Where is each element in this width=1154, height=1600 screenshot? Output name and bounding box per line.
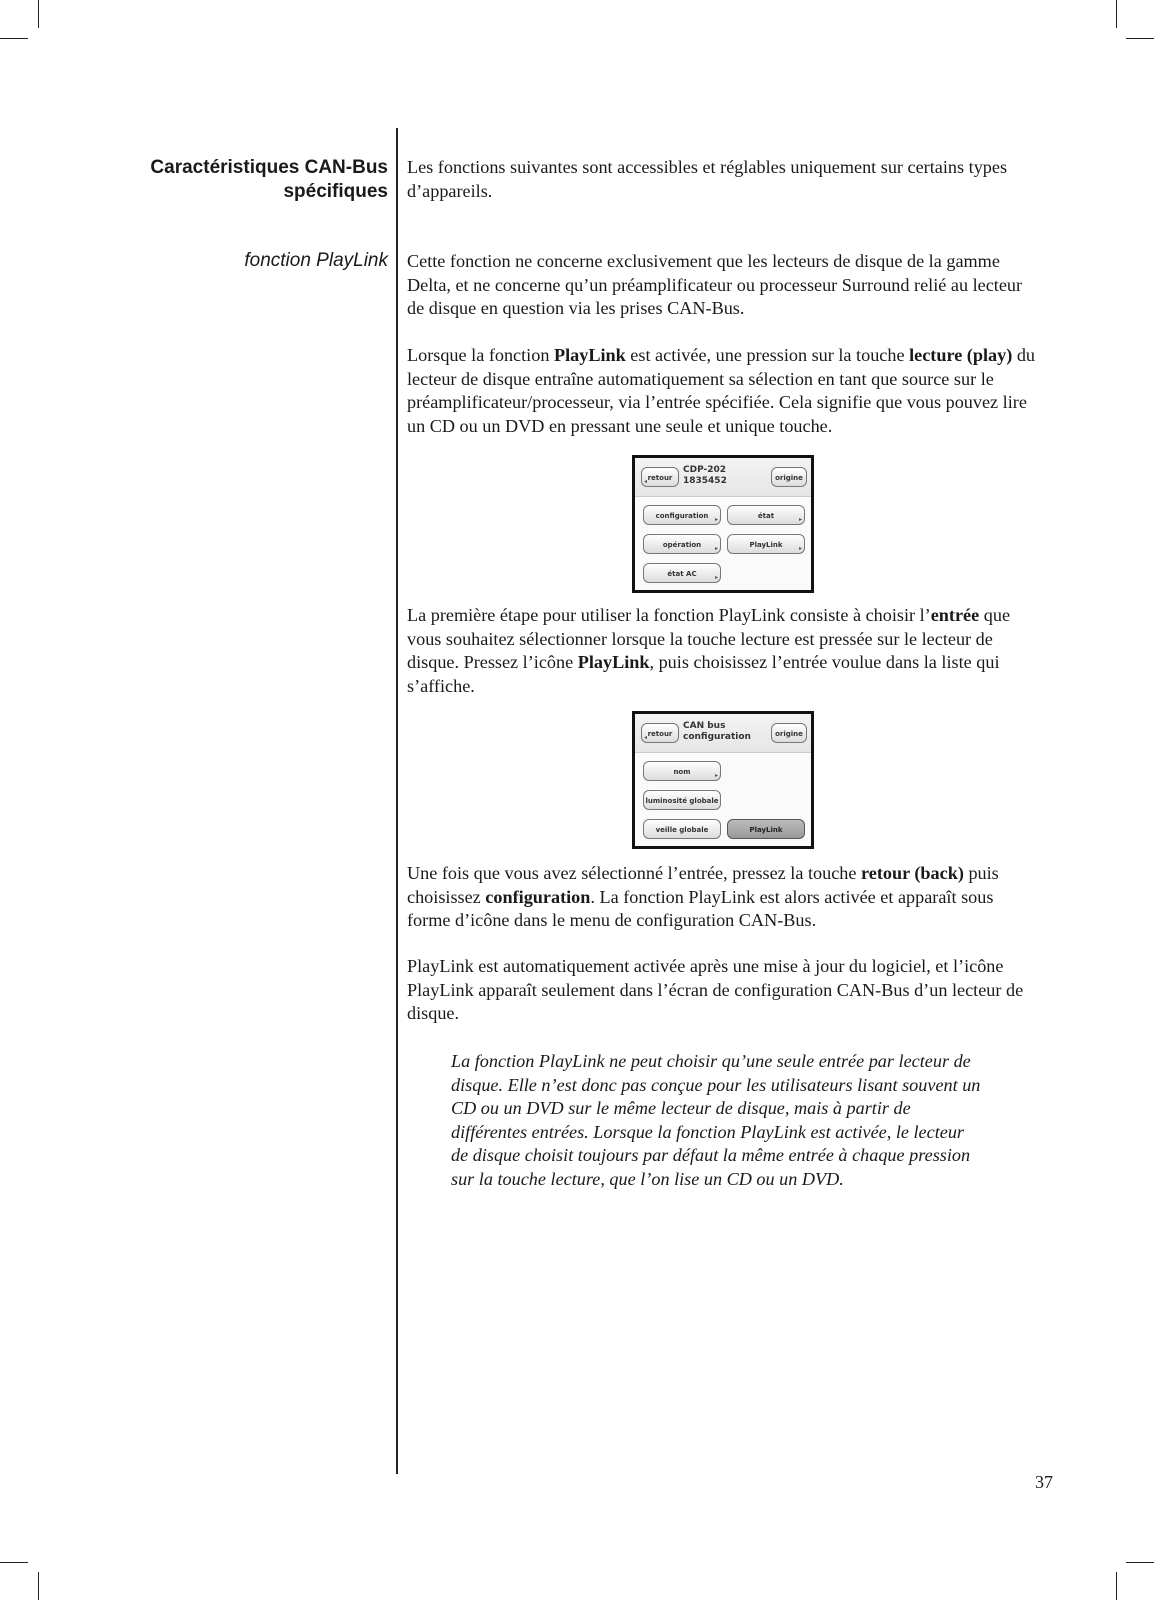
crop-mark bbox=[0, 38, 28, 39]
column-divider bbox=[396, 128, 398, 1474]
note-paragraph: La fonction PlayLink ne peut choisir qu’une seule entrée par lecteur de disque. Elle n’est donc pas conçue pour les utilisateurs lisant souvent un CD ou un DVD sur le même lecteur de disque, mais à partir de différentes entrées. Lorsque la fonction PlayLink est activée, le lecteur de disque choisit toujours par défaut la même entrée à chaque pression sur la touche lecture, que l’on lise un CD ou un DVD. bbox=[451, 1051, 981, 1189]
paragraph-playlink-activation bbox=[407, 344, 1037, 438]
page-number: 37 bbox=[1035, 1472, 1053, 1492]
arrow-left-icon: ◂ bbox=[644, 478, 648, 485]
back-button[interactable] bbox=[641, 467, 679, 487]
text: . La fonction PlayLink est alors activée et apparaît sous forme d’icône dans le menu de configuration CAN-Bus. bbox=[407, 886, 994, 931]
arrow-left-icon: ◂ bbox=[644, 734, 648, 741]
text: La première étape pour utiliser la fonction PlayLink consiste à choisir l’ bbox=[407, 605, 931, 625]
screen-title bbox=[683, 465, 727, 487]
button-label: veille globale bbox=[655, 826, 709, 834]
button-label: luminosité globale bbox=[645, 797, 719, 805]
text: Lorsque la fonction bbox=[407, 345, 554, 365]
global-standby-button[interactable] bbox=[643, 819, 721, 839]
button-label: configuration bbox=[655, 512, 709, 520]
button-label: PlayLink bbox=[749, 826, 783, 834]
bold-text: PlayLink bbox=[577, 652, 650, 673]
bold-text: entrée bbox=[930, 605, 980, 625]
crop-mark bbox=[1116, 0, 1117, 28]
device-screen-main-menu bbox=[632, 455, 814, 593]
origin-button[interactable] bbox=[771, 723, 807, 743]
button-label: état AC bbox=[667, 570, 697, 578]
operation-button[interactable] bbox=[643, 534, 721, 554]
button-label: PlayLink bbox=[749, 541, 783, 549]
screen-title bbox=[683, 721, 751, 743]
text: puis choisissez bbox=[407, 863, 999, 907]
arrow-right-icon: ▸ bbox=[798, 516, 802, 523]
section-heading-line1: Caractéristiques CAN-Bus bbox=[150, 157, 388, 178]
text: Une fois que vous avez sélectionné l’entrée, pressez la touche bbox=[407, 863, 861, 883]
text: du lecteur de disque entraîne automatiquement sa sélection en tant que source sur le préamplificateur/processeur, via l’entrée spécifiée. Cela signifie que vous pouvez lire un CD ou un DVD en pressant une seule et unique touche. bbox=[407, 345, 1036, 436]
button-label: nom bbox=[673, 768, 691, 776]
screen-title-line1: CDP-202 bbox=[683, 465, 727, 475]
bold-text: retour (back) bbox=[861, 863, 964, 883]
origin-label: origine bbox=[775, 730, 803, 738]
paragraph-first-step bbox=[407, 604, 1037, 698]
ac-state-button[interactable] bbox=[643, 563, 721, 583]
bold-text: PlayLink bbox=[553, 345, 626, 365]
text: , puis choisissez l’entrée voulue dans la liste qui s’affiche. bbox=[407, 652, 1000, 696]
crop-mark bbox=[1126, 1562, 1154, 1563]
arrow-right-icon: ▸ bbox=[714, 574, 718, 581]
screen-title-line2: configuration bbox=[683, 732, 751, 742]
crop-mark bbox=[38, 0, 39, 28]
button-label: opération bbox=[662, 541, 702, 549]
paragraph-intro: Les fonctions suivantes sont accessibles et réglables uniquement sur certains types d’appareils. bbox=[407, 157, 1008, 201]
text: est activée, une pression sur la touche bbox=[625, 345, 910, 365]
arrow-right-icon: ▸ bbox=[798, 545, 802, 552]
paragraph-activation-steps bbox=[407, 862, 1037, 933]
playlink-button[interactable] bbox=[727, 819, 805, 839]
section-heading-line2: spécifiques bbox=[283, 181, 388, 202]
global-brightness-button[interactable] bbox=[643, 790, 721, 810]
text: que vous souhaitez sélectionner lorsque la touche lecture est pressée sur le lecteur de disque. Pressez l’icône bbox=[407, 605, 1011, 673]
bold-text: configuration bbox=[485, 886, 591, 907]
paragraph-scope: Cette fonction ne concerne exclusivement que les lecteurs de disque de la gamme Delta, et ne concerne qu’un préamplificateur ou processeur Surround relié au lecteur de disque en question via les prises CAN-Bus. bbox=[407, 251, 1023, 319]
origin-button[interactable] bbox=[771, 467, 807, 487]
playlink-button[interactable] bbox=[727, 534, 805, 554]
arrow-right-icon: ▸ bbox=[714, 516, 718, 523]
device-screen-can-bus-configuration bbox=[632, 711, 814, 849]
crop-mark bbox=[38, 1572, 39, 1600]
arrow-right-icon: ▸ bbox=[714, 545, 718, 552]
crop-mark bbox=[0, 1562, 28, 1563]
origin-label: origine bbox=[775, 474, 803, 482]
back-label: retour bbox=[647, 474, 673, 482]
section-heading bbox=[150, 156, 388, 204]
screen-title-line2: 1835452 bbox=[683, 476, 727, 486]
back-button[interactable] bbox=[641, 723, 679, 743]
subsection-heading: fonction PlayLink bbox=[244, 250, 388, 271]
bold-text: lecture (play) bbox=[909, 345, 1013, 365]
paragraph-software-update: PlayLink est automatiquement activée après une mise à jour du logiciel, et l’icône PlayLink apparaît seulement dans l’écran de configuration CAN-Bus d’un lecteur de disque. bbox=[407, 956, 1024, 1024]
back-label: retour bbox=[647, 730, 673, 738]
screen-title-line1: CAN bus bbox=[683, 721, 726, 731]
crop-mark bbox=[1126, 38, 1154, 39]
configuration-button[interactable] bbox=[643, 505, 721, 525]
state-button[interactable] bbox=[727, 505, 805, 525]
arrow-right-icon: ▸ bbox=[714, 772, 718, 779]
crop-mark bbox=[1116, 1572, 1117, 1600]
button-label: état bbox=[757, 512, 775, 520]
name-button[interactable] bbox=[643, 761, 721, 781]
